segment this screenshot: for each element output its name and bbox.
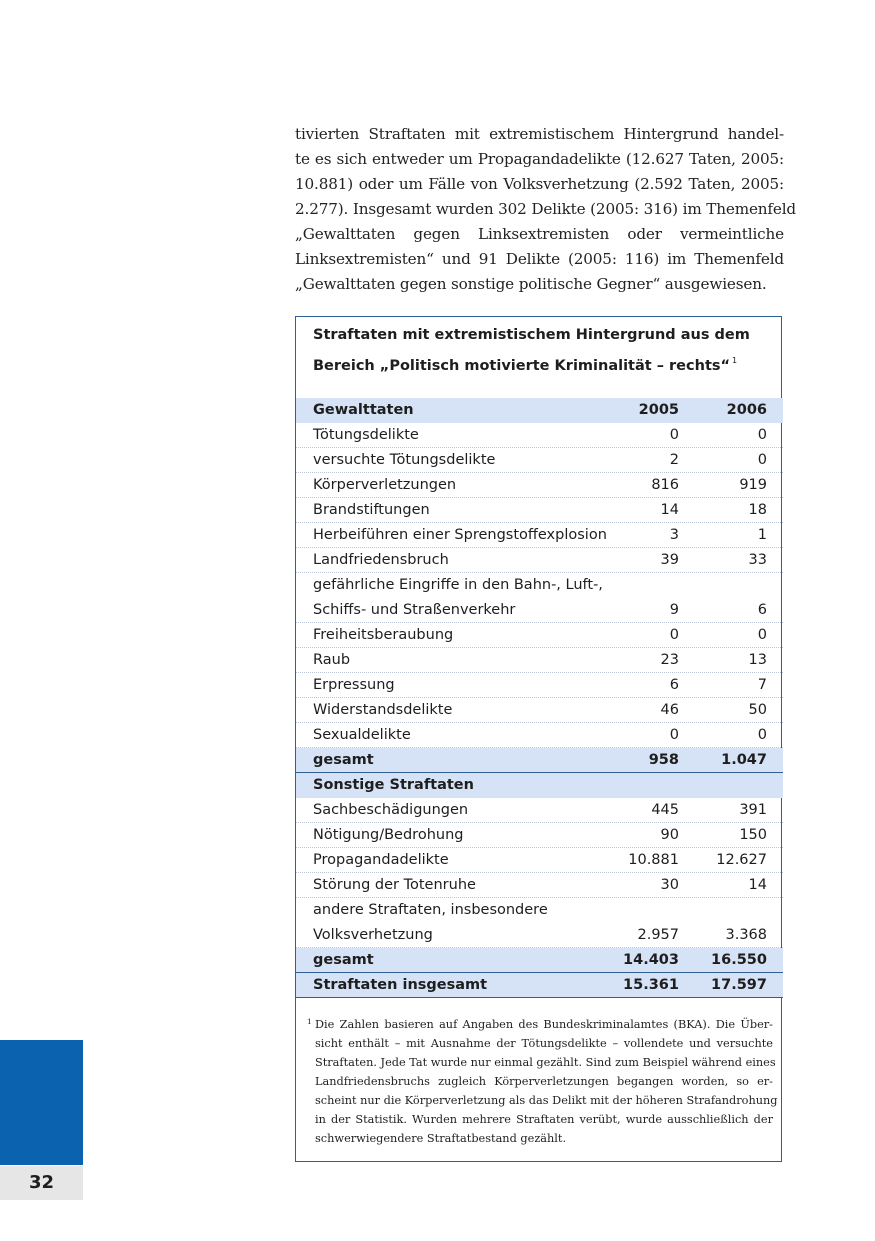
footnote-reference: 1: [732, 356, 738, 365]
row-label: Körperverletzungen: [313, 477, 457, 493]
value-2006: 50: [748, 702, 767, 718]
table-row: [296, 773, 783, 798]
value-2005: 958: [648, 752, 679, 768]
value-2005: 816: [651, 477, 679, 493]
row-label: andere Straftaten, insbesondere: [313, 902, 548, 918]
footnote-line: Straftaten. Jede Tat wurde nur einmal gezählt. Sind zum Beispiel während eines: [315, 1056, 776, 1069]
row-label: Sexualdelikte: [313, 727, 411, 743]
value-2005: 0: [669, 727, 679, 743]
row-label: Nötigung/Bedrohung: [313, 827, 464, 843]
row-label: gesamt: [313, 952, 374, 968]
row-label: Landfriedensbruch: [313, 552, 449, 568]
value-2005: 0: [669, 627, 679, 643]
row-label: Sachbeschädigungen: [313, 802, 469, 818]
value-2005: 15.361: [623, 977, 679, 993]
value-2006: 0: [757, 452, 767, 468]
value-2006: 1.047: [721, 752, 767, 768]
table-row: [296, 898, 783, 923]
table-row: [296, 423, 783, 448]
box-title-line-2-text: Bereich „Politisch motivierte Kriminalität – rechts“: [313, 358, 731, 374]
value-2005: 3: [669, 527, 679, 543]
value-2005: 30: [660, 877, 679, 893]
value-2005: 90: [660, 827, 679, 843]
table-row: [296, 448, 783, 473]
intro-line: tivierten Straftaten mit extremistischem Hintergrund handel-: [295, 125, 784, 143]
row-label: versuchte Tötungsdelikte: [313, 452, 496, 468]
table-row: [296, 873, 783, 898]
value-2005: 2005: [638, 402, 679, 418]
value-2006: 6: [757, 602, 767, 618]
value-2006: 3.368: [725, 927, 767, 943]
table-row: [296, 598, 783, 623]
value-2006: 391: [739, 802, 767, 818]
intro-paragraph: [295, 122, 797, 297]
footnote-line: schwerwiegendere Straftatbestand gezählt.: [315, 1132, 567, 1145]
value-2006: 18: [748, 502, 767, 518]
value-2006: 0: [757, 427, 767, 443]
row-label: Gewalttaten: [313, 402, 414, 418]
intro-line: 10.881) oder um Fälle von Volksverhetzung (2.592 Taten, 2005:: [295, 175, 784, 193]
statistics-box: [295, 316, 782, 1162]
intro-line: te es sich entweder um Propagandadelikte (12.627 Taten, 2005:: [295, 150, 784, 168]
value-2005: 14: [660, 502, 679, 518]
footnote-line: in der Statistik. Wurden mehrere Straftaten verübt, wurde ausschließlich der: [315, 1113, 773, 1126]
footnote-line: scheint nur die Körperverletzung als das Delikt mit der höheren Strafandrohung: [315, 1094, 778, 1107]
table-row: [296, 648, 783, 673]
row-label: Volksverhetzung: [313, 927, 433, 943]
row-label: Widerstandsdelikte: [313, 702, 453, 718]
row-label: gefährliche Eingriffe in den Bahn-, Luft-,: [313, 577, 603, 593]
value-2006: 7: [757, 677, 767, 693]
table-row: [296, 823, 783, 848]
row-label: Raub: [313, 652, 351, 668]
table-row: [296, 848, 783, 873]
value-2005: 445: [651, 802, 679, 818]
table-row: [296, 398, 783, 423]
footnote-mark: 1: [307, 1017, 312, 1026]
row-label: Sonstige Straftaten: [313, 777, 474, 793]
intro-line: „Gewalttaten gegen sonstige politische Gegner“ ausgewiesen.: [295, 275, 767, 293]
row-label: Erpressung: [313, 677, 395, 693]
value-2005: 23: [660, 652, 679, 668]
value-2006: 13: [748, 652, 767, 668]
table-row: [296, 923, 783, 948]
value-2006: 919: [739, 477, 767, 493]
value-2005: 0: [669, 427, 679, 443]
value-2005: 6: [669, 677, 679, 693]
row-label: Brandstiftungen: [313, 502, 430, 518]
row-label: Straftaten insgesamt: [313, 977, 488, 993]
row-label: Tötungsdelikte: [313, 427, 419, 443]
value-2005: 9: [669, 602, 679, 618]
value-2005: 2: [669, 452, 679, 468]
table-row: [296, 973, 783, 998]
table-row: [296, 573, 783, 598]
box-title-line-1: Straftaten mit extremistischem Hintergrund aus dem: [313, 327, 750, 343]
footnote-line: Landfriedensbruchs zugleich Körperverletzungen begangen worden, so er-: [315, 1075, 773, 1088]
value-2006: 17.597: [711, 977, 767, 993]
footnote-line: Die Zahlen basieren auf Angaben des Bundeskriminalamtes (BKA). Die Über-: [315, 1018, 773, 1031]
value-2005: 10.881: [628, 852, 679, 868]
side-color-bar: [0, 1040, 83, 1165]
row-label: Propagandadelikte: [313, 852, 449, 868]
intro-line: „Gewalttaten gegen Linksextremisten oder vermeintliche: [295, 225, 784, 243]
footnote: [307, 1015, 778, 1148]
row-label: Störung der Totenruhe: [313, 877, 476, 893]
value-2006: 0: [757, 627, 767, 643]
table-row: [296, 673, 783, 698]
value-2006: 33: [748, 552, 767, 568]
footnote-line: sicht enthält – mit Ausnahme der Tötungsdelikte – vollendete und versuchte: [315, 1037, 773, 1050]
value-2006: 16.550: [711, 952, 767, 968]
value-2005: 46: [660, 702, 679, 718]
offense-table: [296, 398, 783, 998]
value-2006: 12.627: [716, 852, 767, 868]
table-row: [296, 548, 783, 573]
box-title: [313, 323, 773, 379]
value-2006: 1: [757, 527, 767, 543]
intro-line: Linksextremisten“ und 91 Delikte (2005: 116) im Themenfeld: [295, 250, 784, 268]
table-row: [296, 498, 783, 523]
value-2006: 2006: [726, 402, 767, 418]
intro-line: 2.277). Insgesamt wurden 302 Delikte (2005: 316) im Themenfeld: [295, 200, 797, 218]
row-label: Herbeiführen einer Sprengstoffexplosion: [313, 527, 607, 543]
value-2005: 14.403: [623, 952, 679, 968]
value-2006: 150: [739, 827, 767, 843]
page-number: 32: [0, 1166, 83, 1200]
table-row: [296, 748, 783, 773]
value-2006: 14: [748, 877, 767, 893]
table-row: [296, 523, 783, 548]
table-row: [296, 473, 783, 498]
row-label: Schiffs- und Straßenverkehr: [313, 602, 516, 618]
value-2005: 39: [660, 552, 679, 568]
row-label: gesamt: [313, 752, 374, 768]
value-2006: 0: [757, 727, 767, 743]
value-2005: 2.957: [637, 927, 679, 943]
table-row: [296, 623, 783, 648]
table-row: [296, 798, 783, 823]
box-title-line-2: [313, 348, 773, 379]
table-row: [296, 948, 783, 973]
table-row: [296, 698, 783, 723]
row-label: Freiheitsberaubung: [313, 627, 454, 643]
table-row: [296, 723, 783, 748]
footnote-text: [315, 1015, 778, 1148]
